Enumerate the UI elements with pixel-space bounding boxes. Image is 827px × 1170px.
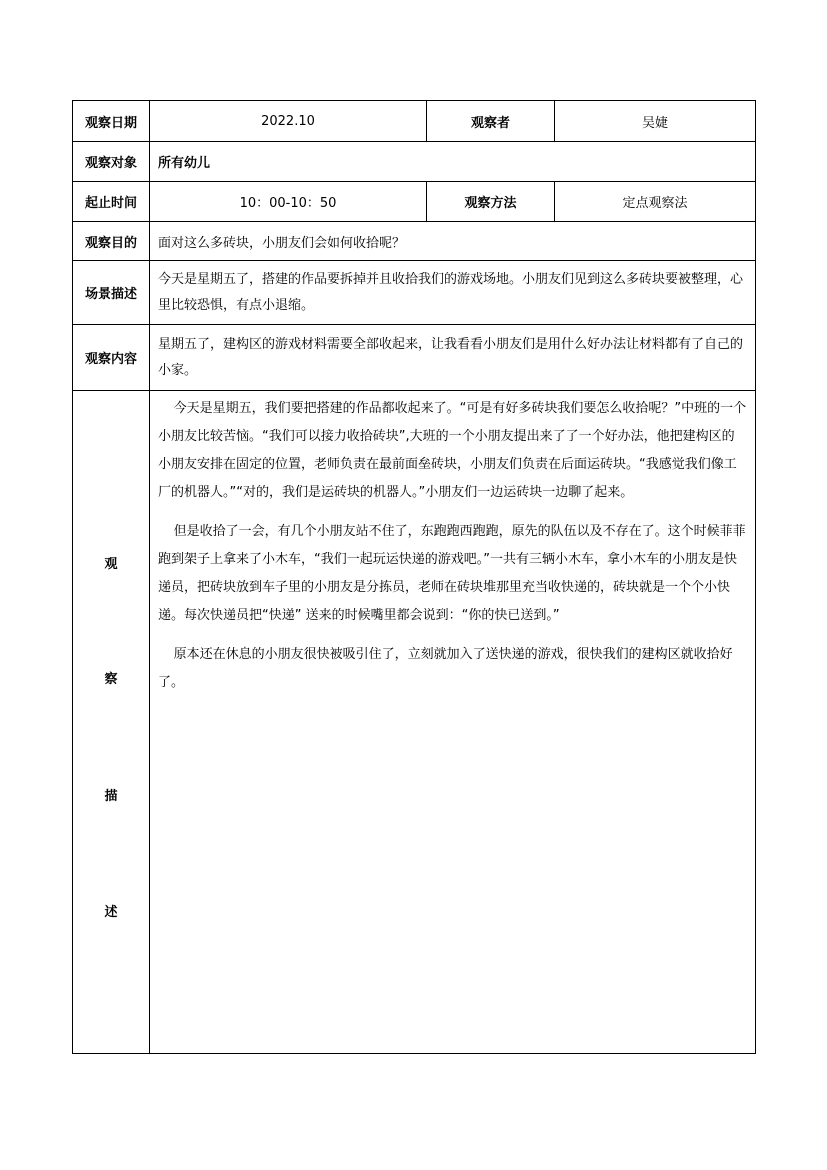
- observation-description-body: [150, 395, 755, 708]
- value-observation-method: 定点观察法: [554, 182, 755, 221]
- label-scene-description: 场景描述: [84, 287, 137, 302]
- label-char-1: 观: [104, 557, 118, 572]
- value-observation-purpose: 面对这么多砖块，小朋友们会如何收拾呢？: [149, 222, 755, 260]
- description-paragraph: 原本还在休息的小朋友很快被吸引住了，立刻就加入了送快递的游戏，很快我们的建构区就收拾好了。: [158, 647, 733, 690]
- description-paragraph: 今天是星期五，我们要把搭建的作品都收起来了。“可是有好多砖块我们要怎么收拾呢？”中班的一个小朋友比较苦恼。“我们可以接力收拾砖块”,大班的一个小朋友提出来了了一个好办法，他把建构区的小朋友安排在固定的位置，老师负责在最前面垒砖块，小朋友们负责在后面运砖块。“我感觉我们像工厂的机器人。”“对的，我们是运砖块的机器人。”小朋友们一边运砖块一边聊了起来。: [158, 401, 747, 500]
- row-observation-date: [73, 101, 755, 142]
- row-observation-purpose: [73, 222, 755, 261]
- value-observation-date: 2022.10: [149, 101, 426, 141]
- label-observation-method: 观察方法: [426, 182, 554, 221]
- label-observation-purpose: 观察目的: [84, 235, 137, 251]
- description-paragraph: 但是收拾了一会，有几个小朋友站不住了，东跑跑西跑跑，原先的队伍以及不存在了。这个时候菲菲跑到架子上拿来了小木车，“我们一起玩运快递的游戏吧。”一共有三辆小木车，拿小木车的小朋友是快递员，把砖块放到车子里的小朋友是分拣员，老师在砖块堆那里充当收快递的，砖块就是一个个小快递。每次快递员把“快递” 送来的时候嘴里都会说到：“你的快已送到。”: [158, 524, 746, 623]
- label-observation-date: 观察日期: [84, 115, 137, 131]
- value-observation-content: [149, 325, 755, 390]
- label-observer: 观察者: [426, 101, 554, 141]
- value-scene-description: [149, 261, 755, 324]
- row-scene-description: [73, 261, 755, 325]
- label-char-2: 察: [104, 672, 118, 687]
- observation-form: [72, 100, 756, 1054]
- label-observation-subject: 观察对象: [84, 156, 137, 171]
- label-observation-content: 观察内容: [84, 352, 137, 367]
- row-time-range: [73, 182, 755, 222]
- label-char-3: 描: [104, 789, 118, 804]
- row-observation-content: [73, 325, 755, 391]
- row-observation-subject: [73, 142, 755, 182]
- label-time-range: 起止时间: [84, 196, 137, 211]
- scene-description-text: 今天是星期五了，搭建的作品要拆掉并且收拾我们的游戏场地。小朋友们见到这么多砖块要被整理，心里比较恐惧，有点小退缩。: [158, 271, 744, 313]
- value-observation-subject: 所有幼儿: [149, 142, 755, 181]
- observation-content-text: 星期五了，建构区的游戏材料需要全部收起来，让我看看小朋友们是用什么好办法让材料都有了自己的小家。: [158, 336, 744, 378]
- row-observation-description: [73, 391, 755, 1053]
- value-observer: 吴婕: [554, 101, 755, 141]
- value-time-range: 10：00-10：50: [149, 182, 426, 221]
- label-char-4: 述: [104, 905, 118, 920]
